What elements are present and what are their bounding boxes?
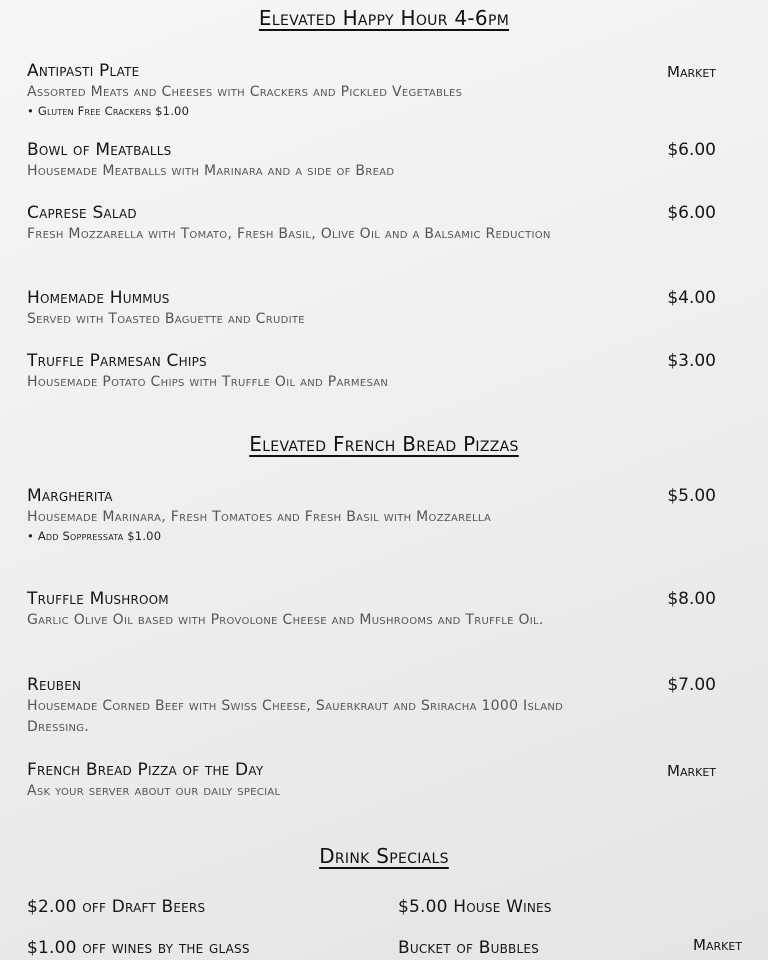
- item-price: $7.00: [667, 675, 716, 695]
- drink-special-bucket-price: Market: [693, 936, 742, 954]
- item-price: $5.00: [667, 486, 716, 506]
- menu-item-truffle-mushroom: [27, 588, 742, 631]
- item-name: French Bread Pizza of the Day: [27, 760, 264, 780]
- item-name: Caprese Salad: [27, 203, 137, 223]
- drink-special-draft-beers: $2.00 off Draft Beers: [27, 897, 206, 917]
- item-name: Antipasti Plate: [27, 61, 140, 81]
- item-description: Ask your server about our daily special: [27, 783, 281, 799]
- menu-item-margherita: [27, 485, 742, 544]
- section-title-happy-hour: Elevated Happy Hour 4-6pm: [258, 6, 510, 30]
- item-price: $6.00: [667, 140, 716, 160]
- section-title-drink-specials: Drink Specials: [319, 844, 449, 868]
- drink-special-bucket-of-bubbles: Bucket of Bubbles: [398, 938, 539, 958]
- item-name: Bowl of Meatballs: [27, 140, 172, 160]
- item-addon: • Gluten Free Crackers $1.00: [27, 104, 190, 118]
- item-description: Garlic Olive Oil based with Provolone Cheese and Mushrooms and Truffle Oil.: [27, 612, 544, 628]
- item-name: Margherita: [27, 486, 113, 506]
- menu-item-reuben: [27, 674, 742, 738]
- item-description: Fresh Mozzarella with Tomato, Fresh Basil, Olive Oil and a Balsamic Reduction: [27, 226, 551, 242]
- menu-item-pizza-of-the-day: [27, 759, 742, 802]
- menu-item-antipasti-plate: [27, 60, 742, 119]
- menu-item-truffle-parmesan-chips: [27, 350, 742, 393]
- item-price: Market: [667, 762, 716, 780]
- item-price: $4.00: [667, 288, 716, 308]
- item-description: Housemade Marinara, Fresh Tomatoes and Fresh Basil with Mozzarella: [27, 509, 492, 525]
- drink-special-wines-by-glass: $1.00 off wines by the glass: [27, 938, 250, 958]
- menu-item-caprese-salad: [27, 202, 742, 245]
- item-description: Assorted Meats and Cheeses with Crackers and Pickled Vegetables: [27, 84, 463, 100]
- item-name: Homemade Hummus: [27, 288, 170, 308]
- item-price: $8.00: [667, 589, 716, 609]
- menu-item-homemade-hummus: [27, 287, 742, 330]
- item-description: Housemade Potato Chips with Truffle Oil and Parmesan: [27, 374, 389, 390]
- item-description: Housemade Corned Beef with Swiss Cheese, Sauerkraut and Sriracha 1000 Island Dressing.: [27, 698, 564, 735]
- item-description: Housemade Meatballs with Marinara and a side of Bread: [27, 163, 395, 179]
- item-price: $6.00: [667, 203, 716, 223]
- item-name: Truffle Parmesan Chips: [27, 351, 207, 371]
- menu-item-bowl-of-meatballs: [27, 139, 742, 182]
- item-name: Truffle Mushroom: [27, 589, 169, 609]
- section-title-pizzas: Elevated French Bread Pizzas: [249, 432, 519, 456]
- item-addon: • Add Soppressata $1.00: [27, 529, 162, 543]
- item-price: Market: [667, 63, 716, 81]
- item-name: Reuben: [27, 675, 82, 695]
- item-price: $3.00: [667, 351, 716, 371]
- drink-special-house-wines: $5.00 House Wines: [398, 897, 552, 917]
- item-description: Served with Toasted Baguette and Crudite: [27, 311, 305, 327]
